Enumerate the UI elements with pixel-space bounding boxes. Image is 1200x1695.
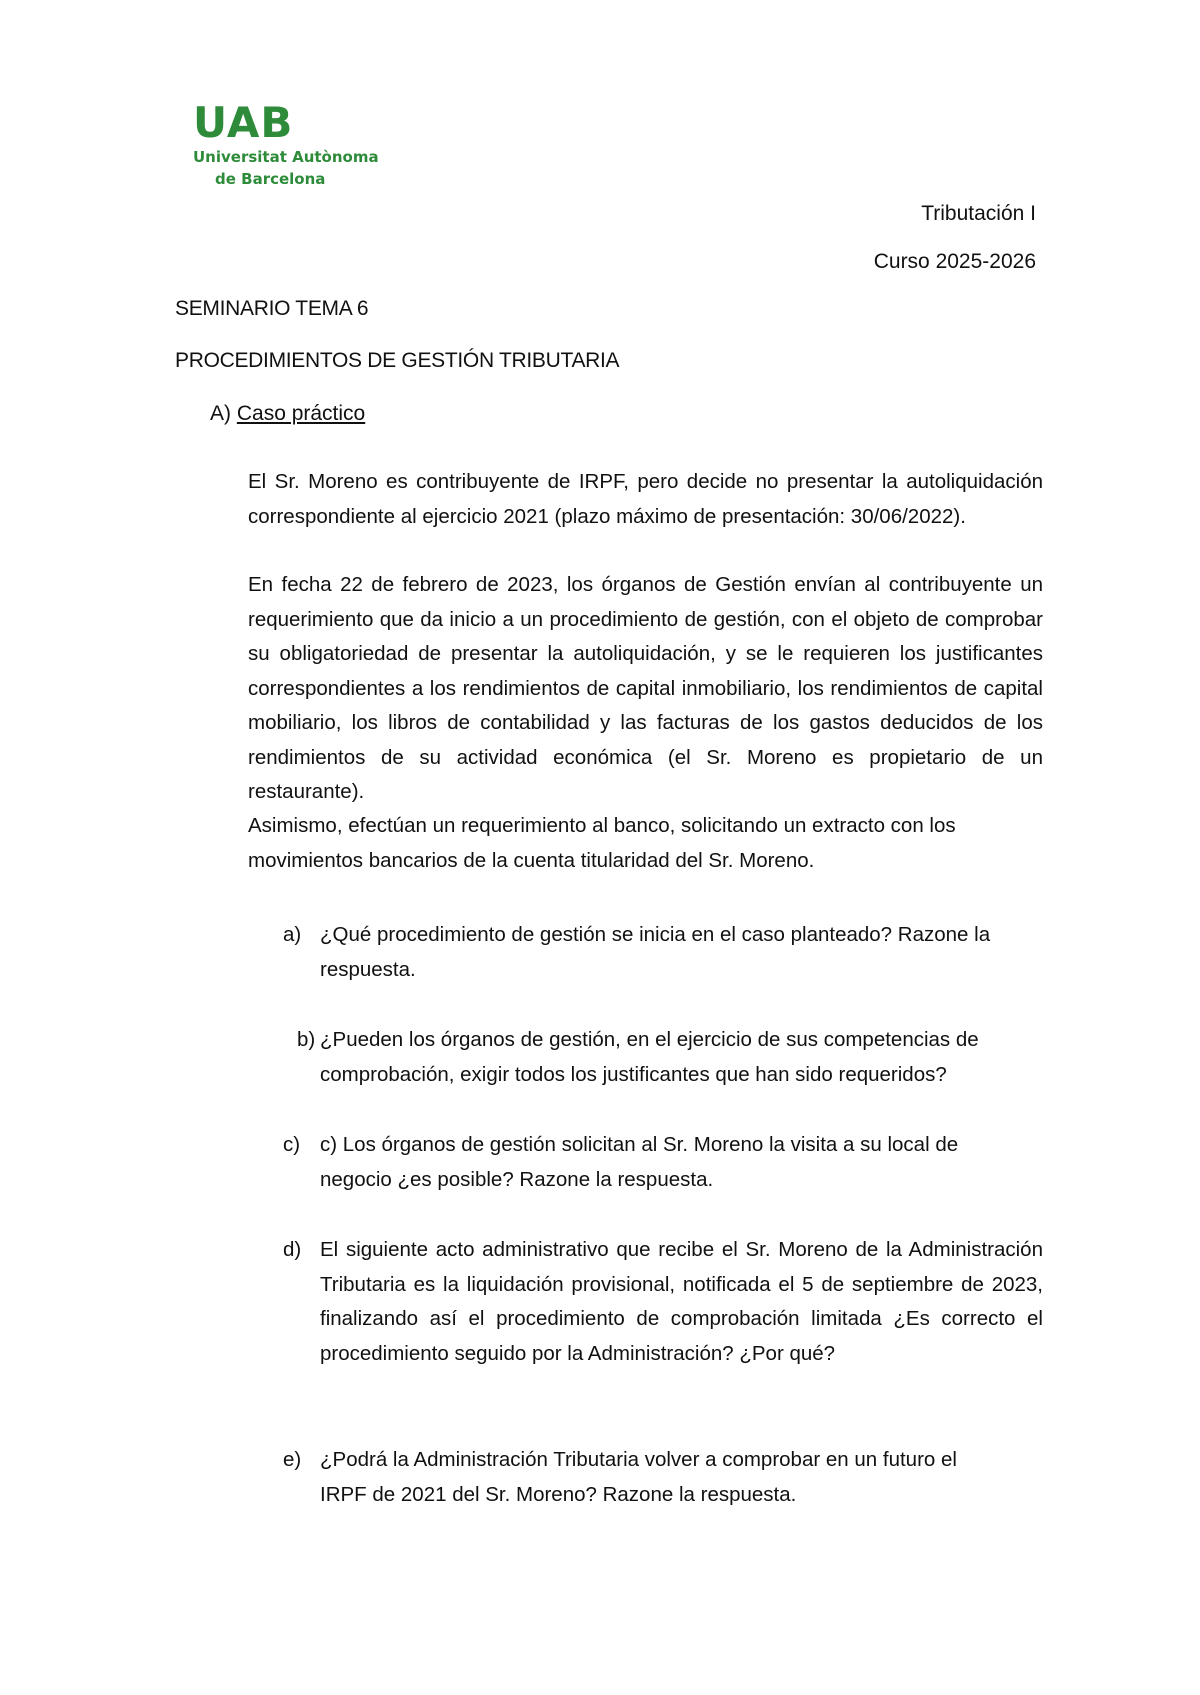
case-paragraph-1 [248,465,1043,534]
question-text: c) Los órganos de gestión solicitan al Sr. Moreno la visita a su local de negocio ¿es posible? Razone la respuesta. [320,1133,959,1191]
question-text: ¿Podrá la Administración Tributaria volver a comprobar en un futuro el IRPF de 2021 del Sr. Moreno? Razone la respuesta. [320,1448,957,1506]
question-text: ¿Qué procedimiento de gestión se inicia en el caso planteado? Razone la respuesta. [320,923,991,981]
course-year: Curso 2025-2026 [873,250,1036,273]
uab-logo [193,98,423,188]
section-title: Caso práctico [236,402,366,425]
question-label: c) [283,1133,301,1156]
seminar-title: SEMINARIO TEMA 6 [175,297,369,320]
question-c [283,1128,1008,1197]
question-label: b) [297,1028,316,1051]
question-a [283,918,1008,987]
question-d [283,1233,1043,1371]
question-text: El siguiente acto administrativo que recibe el Sr. Moreno de la Administración Tributaria es la liquidación provisional, notificada el 5 de septiembre de 2023, finalizando así el procedimiento de comprobación limitada ¿Es correcto el procedimiento seguido por la Administración? ¿Por qué? [320,1238,1043,1365]
section-label: A) [210,402,231,425]
question-b [297,1023,1008,1092]
topic-title: PROCEDIMIENTOS DE GESTIÓN TRIBUTARIA [175,349,620,372]
logo-acronym: UAB [193,98,294,147]
logo-line-1: Universitat Autònoma [193,148,379,166]
logo-line-2: de Barcelona [215,170,326,188]
course-name: Tributación I [921,202,1036,225]
section-heading [210,402,365,426]
case-paragraph-2 [248,568,1043,810]
case-text-3: Asimismo, efectúan un requerimiento al banco, solicitando un extracto con los movimientos bancarios de la cuenta titularidad del Sr. Moreno. [248,814,956,872]
question-text: ¿Pueden los órganos de gestión, en el ejercicio de sus competencias de comprobación, exigir todos los justificantes que han sido requeridos? [320,1028,979,1086]
question-label: a) [283,923,302,946]
case-text-1: El Sr. Moreno es contribuyente de IRPF, pero decide no presentar la autoliquidación correspondiente al ejercicio 2021 (plazo máximo de presentación: 30/06/2022). [248,470,1043,528]
question-label: e) [283,1448,302,1471]
question-label: d) [283,1238,302,1261]
case-text-2: En fecha 22 de febrero de 2023, los órganos de Gestión envían al contribuyente un requerimiento que da inicio a un procedimiento de gestión, con el objeto de comprobar su obligatoriedad de presentar la autoliquidación, y se le requieren los justificantes correspondientes a los rendimientos de capital inmobiliario, los rendimientos de capital mobiliario, los libros de contabilidad y las facturas de los gastos deducidos de los rendimientos de su actividad económica (el Sr. Moreno es propietario de un restaurante). [248,573,1043,803]
case-paragraph-3 [248,809,1043,878]
question-e [283,1443,1008,1512]
